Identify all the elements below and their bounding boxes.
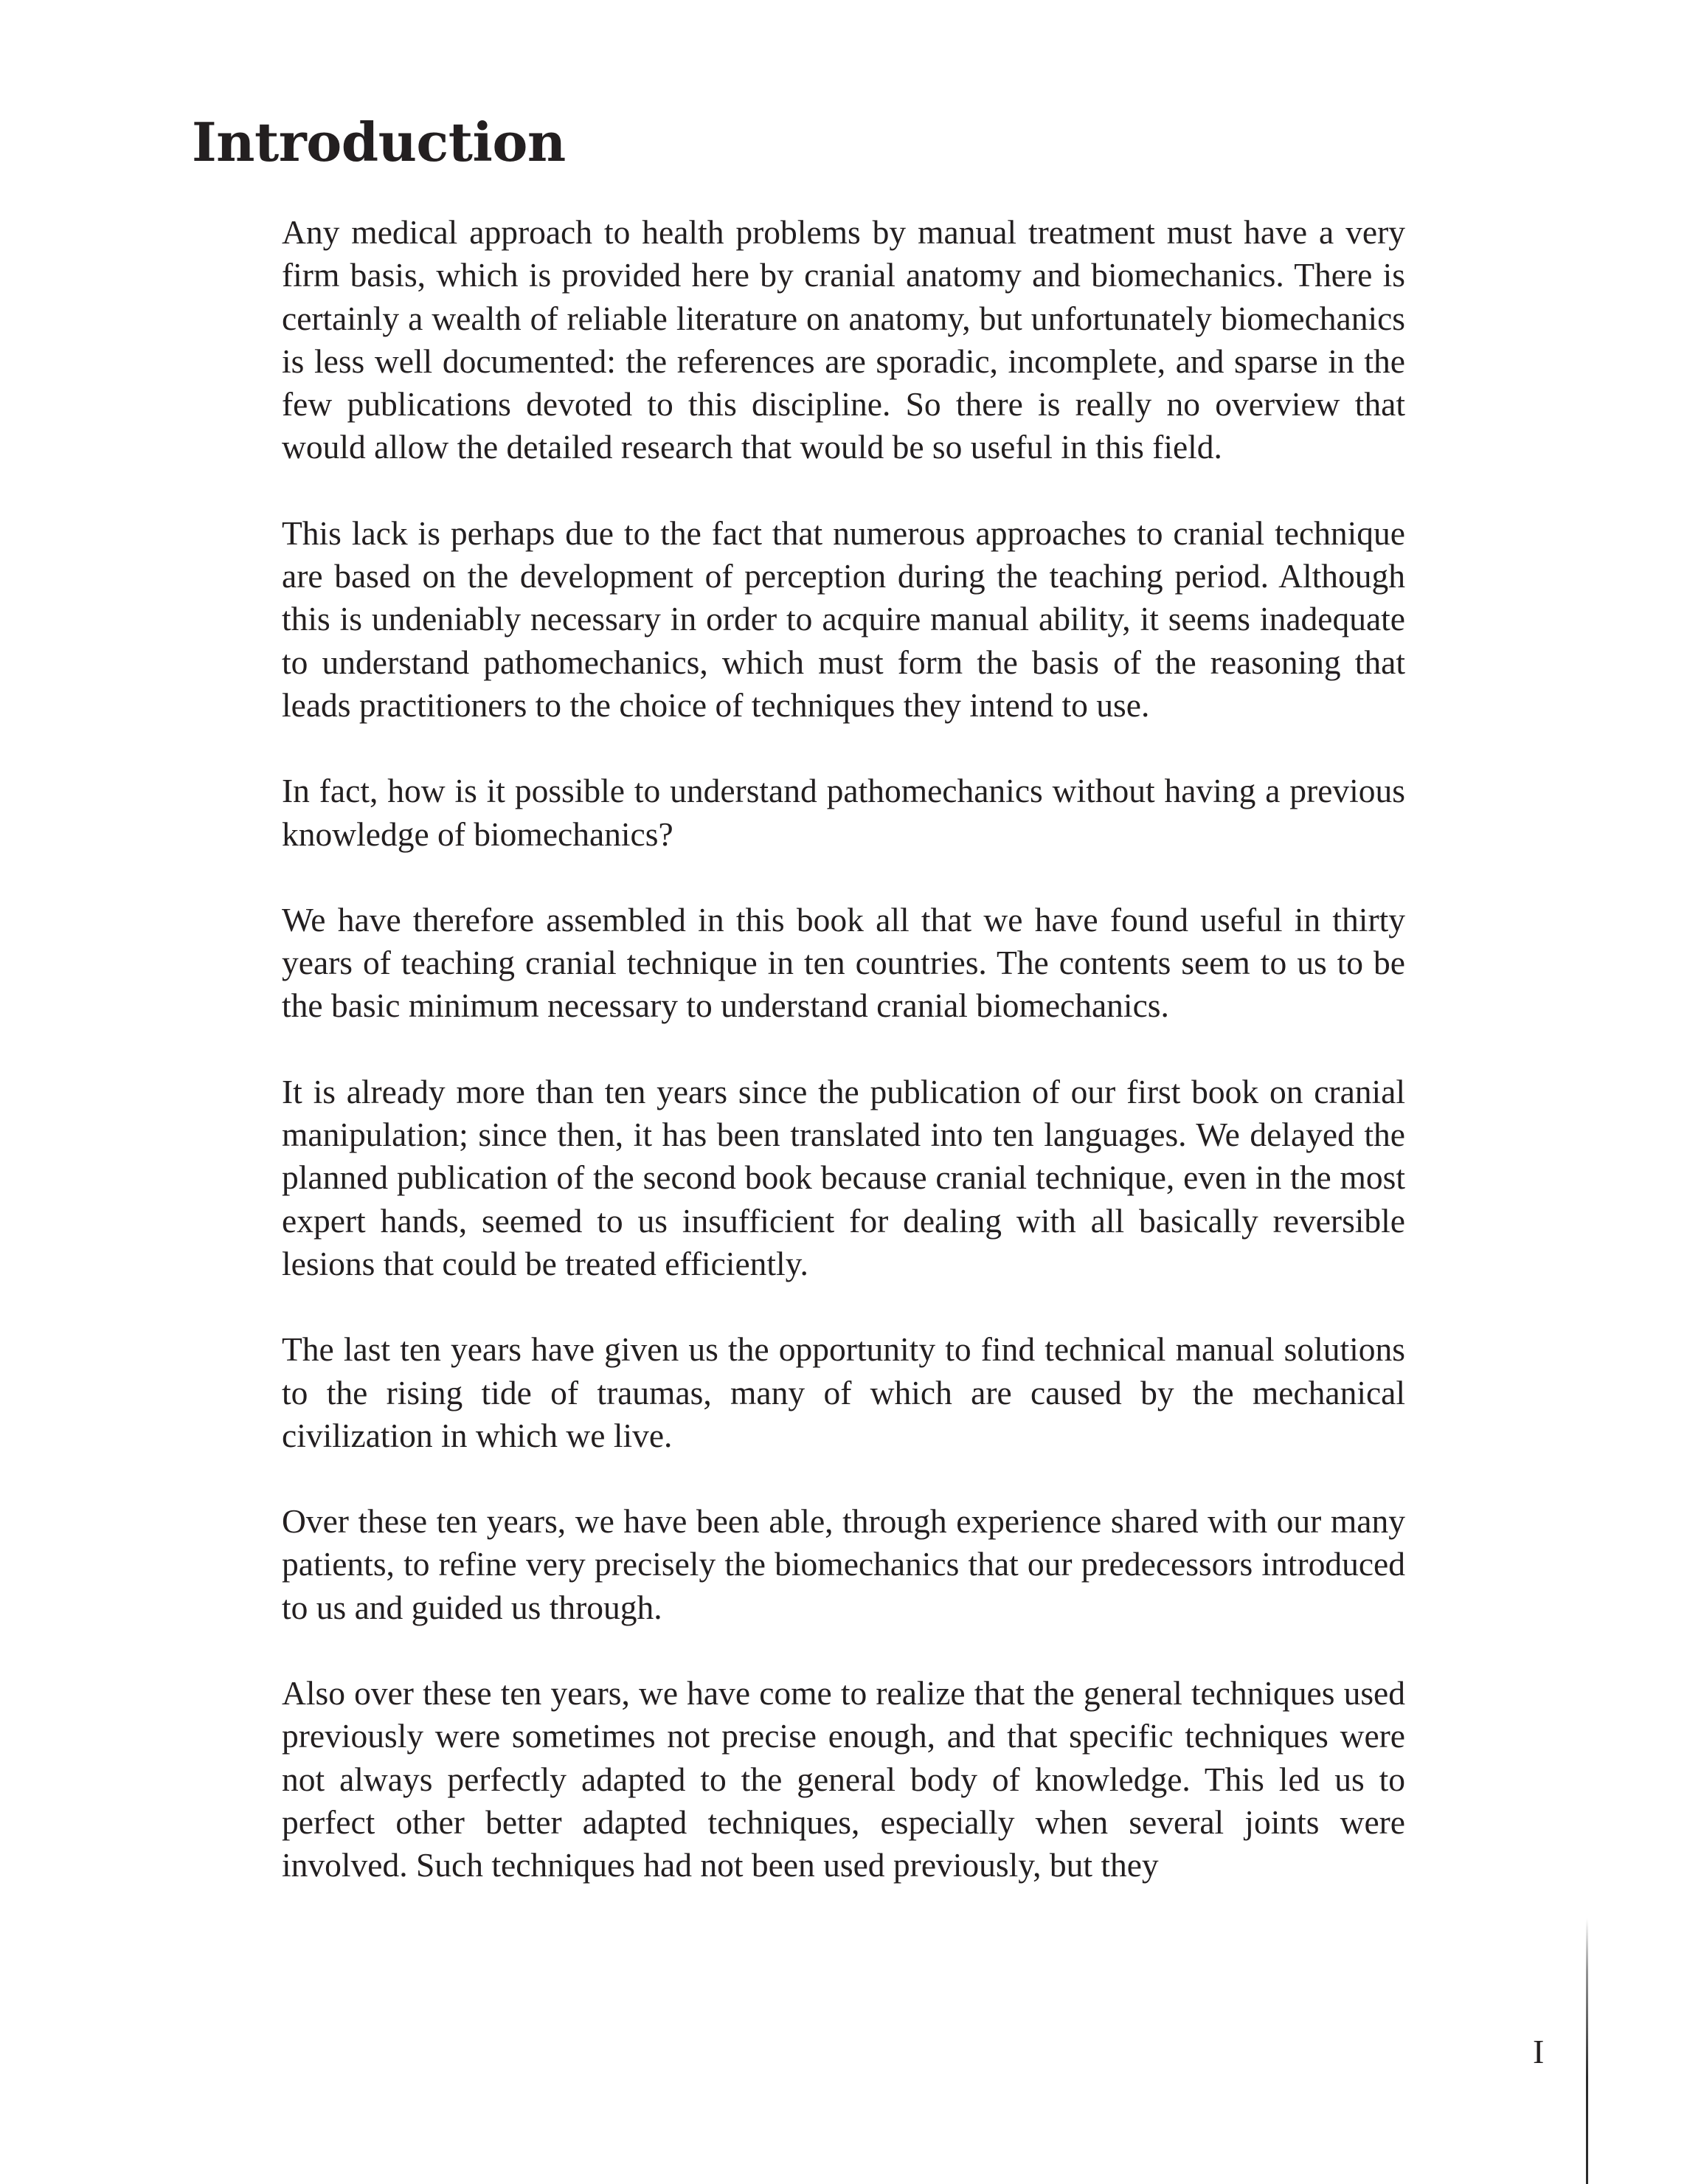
- paragraph-4: We have therefore assembled in this book all that we have found useful in thirty years of teaching cranial technique in ten countries. The contents seem to us to be the basic minimum necessary to understand cranial biomechanics.: [282, 900, 1405, 1025]
- body-text: [282, 211, 1405, 1930]
- paragraph-2: This lack is perhaps due to the fact that numerous approaches to cranial technique are based on the development of perception during the teaching period. Although this is undeniably necessary in order to acquire manual ability, it seems inadequate to understand pathomechanics, which must form the basis of the reasoning that leads practitioners to the choice of techniques they intend to use.: [282, 514, 1405, 724]
- paragraph-7: Over these ten years, we have been able, through experience shared with our many patients, to refine very precisely the biomechanics that our predecessors introduced to us and guided us through.: [282, 1502, 1405, 1626]
- page-edge-rule: [1586, 1918, 1588, 2184]
- page-title: Introduction: [192, 111, 566, 173]
- page-number: I: [1533, 2033, 1545, 2070]
- paragraph-3: In fact, how is it possible to understand pathomechanics without having a previous knowledge of biomechanics?: [282, 772, 1405, 853]
- paragraph-1: Any medical approach to health problems by manual treatment must have a very firm basis, which is provided here by cranial anatomy and biomechanics. There is certainly a wealth of reliable literature on anatomy, but unfortunately biomechanics is less well documented: the references are sporadic, incomplete, and sparse in the few publications devoted to this discipline. So there is really no overview that would allow the detailed research that would be so useful in this field.: [282, 213, 1405, 466]
- paragraph-8: Also over these ten years, we have come to realize that the general techniques used previously were sometimes not precise enough, and that specific techniques were not always perfectly adapted to the general body of knowledge. This led us to perfect other better adapted techniques, especially when several joints were involved. Such techniques had not been used previously, but they: [282, 1674, 1405, 1884]
- paragraph-6: The last ten years have given us the opportunity to find technical manual solutions to the rising tide of traumas, many of which are caused by the mechanical civilization in which we live.: [282, 1330, 1405, 1454]
- paragraph-5: It is already more than ten years since the publication of our first book on cranial manipulation; since then, it has been translated into ten languages. We delayed the planned publication of the second book because cranial technique, even in the most expert hands, seemed to us insufficient for dealing with all basically reversible lesions that could be treated efficiently.: [282, 1072, 1405, 1282]
